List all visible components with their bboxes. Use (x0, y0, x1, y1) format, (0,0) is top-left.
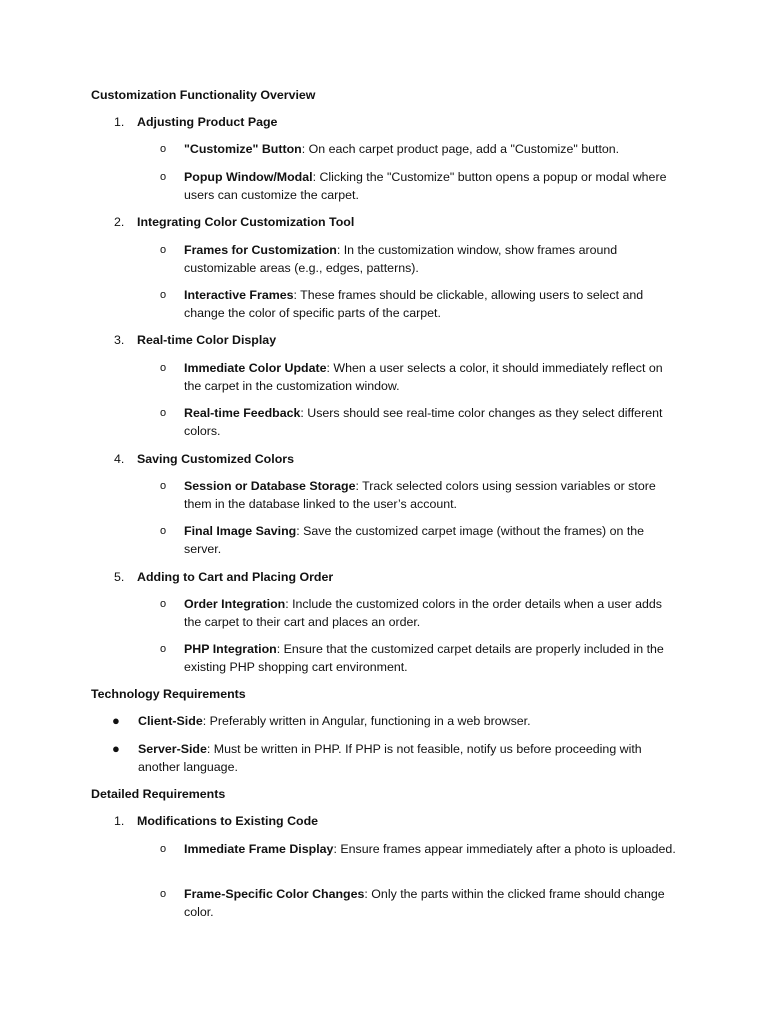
item-number: 1. (114, 814, 125, 828)
item-title: Adjusting Product Page (137, 115, 278, 129)
sub-item-text: : When a user selects a color, it should immediately reflect on the carpet in the customization window. (184, 361, 663, 393)
sub-item-text: : These frames should be clickable, allowing users to select and change the color of specific parts of the carpet. (184, 288, 644, 320)
circle-bullet-icon: o (160, 407, 167, 419)
circle-bullet-icon: o (160, 525, 167, 537)
item-number: 1. (114, 115, 125, 129)
sub-item-bold: Interactive Frames (184, 288, 294, 302)
item-title: Modifications to Existing Code (137, 814, 319, 828)
sub-item-bold: Real-time Feedback (184, 406, 301, 420)
sub-item-bold: Frames for Customization (184, 243, 337, 257)
item-title: Adding to Cart and Placing Order (137, 570, 334, 584)
sub-item-bold: "Customize" Button (184, 142, 302, 156)
sub-item-text: : Users should see real-time color changes as they select different colors. (184, 406, 663, 438)
circle-bullet-icon: o (160, 888, 167, 900)
circle-bullet-icon: o (160, 171, 167, 183)
sub-item-bold: Final Image Saving (184, 524, 297, 538)
sub-item-text: : Ensure that the customized carpet details are properly included in the existing PHP shopping cart environment. (184, 642, 664, 674)
sub-item-text: : Track selected colors using session variables or store them in the database linked to the user’s account. (184, 479, 656, 511)
circle-bullet-icon: o (160, 244, 167, 256)
sub-item-bold: Popup Window/Modal (184, 170, 313, 184)
sub-item-bold: Session or Database Storage (184, 479, 356, 493)
sub-item-bold: PHP Integration (184, 642, 277, 656)
section-heading-technology: Technology Requirements (91, 687, 246, 701)
item-number: 5. (114, 570, 125, 584)
sub-item-bold: Immediate Color Update (184, 361, 327, 375)
item-number: 4. (114, 452, 125, 466)
bullet-bold: Client-Side (138, 714, 203, 728)
item-title: Integrating Color Customization Tool (137, 215, 355, 229)
circle-bullet-icon: o (160, 843, 167, 855)
sub-item-text: : Clicking the "Customize" button opens a popup or modal where users can customize the carpet. (184, 170, 667, 202)
sub-item-text: : In the customization window, show frames around customizable areas (e.g., edges, patterns). (184, 243, 618, 275)
item-number: 3. (114, 333, 125, 347)
item-title: Saving Customized Colors (137, 452, 294, 466)
bullet-dot-icon: ● (112, 741, 120, 756)
circle-bullet-icon: o (160, 362, 167, 374)
item-number: 2. (114, 215, 125, 229)
section-heading-overview: Customization Functionality Overview (91, 88, 316, 102)
circle-bullet-icon: o (160, 598, 167, 610)
sub-item-text: : Include the customized colors in the order details when a user adds the carpet to their cart and places an order. (184, 597, 662, 629)
section-heading-detailed: Detailed Requirements (91, 787, 226, 801)
circle-bullet-icon: o (160, 143, 167, 155)
circle-bullet-icon: o (160, 480, 167, 492)
circle-bullet-icon: o (160, 643, 167, 655)
sub-item-text: : On each carpet product page, add a "Customize" button. (301, 142, 620, 156)
sub-item-text: : Ensure frames appear immediately after a photo is uploaded. (333, 842, 676, 856)
sub-item-bold: Immediate Frame Display (184, 842, 334, 856)
sub-item-text: : Save the customized carpet image (without the frames) on the server. (184, 524, 645, 556)
circle-bullet-icon: o (160, 289, 167, 301)
bullet-dot-icon: ● (112, 713, 120, 728)
bullet-text: : Must be written in PHP. If PHP is not feasible, notify us before proceeding with another language. (138, 742, 642, 774)
bullet-bold: Server-Side (138, 742, 207, 756)
sub-item-bold: Order Integration (184, 597, 286, 611)
bullet-text: : Preferably written in Angular, functioning in a web browser. (202, 714, 531, 728)
item-title: Real-time Color Display (137, 333, 277, 347)
sub-item-bold: Frame-Specific Color Changes (184, 887, 365, 901)
sub-item-text: : Only the parts within the clicked frame should change color. (184, 887, 665, 919)
